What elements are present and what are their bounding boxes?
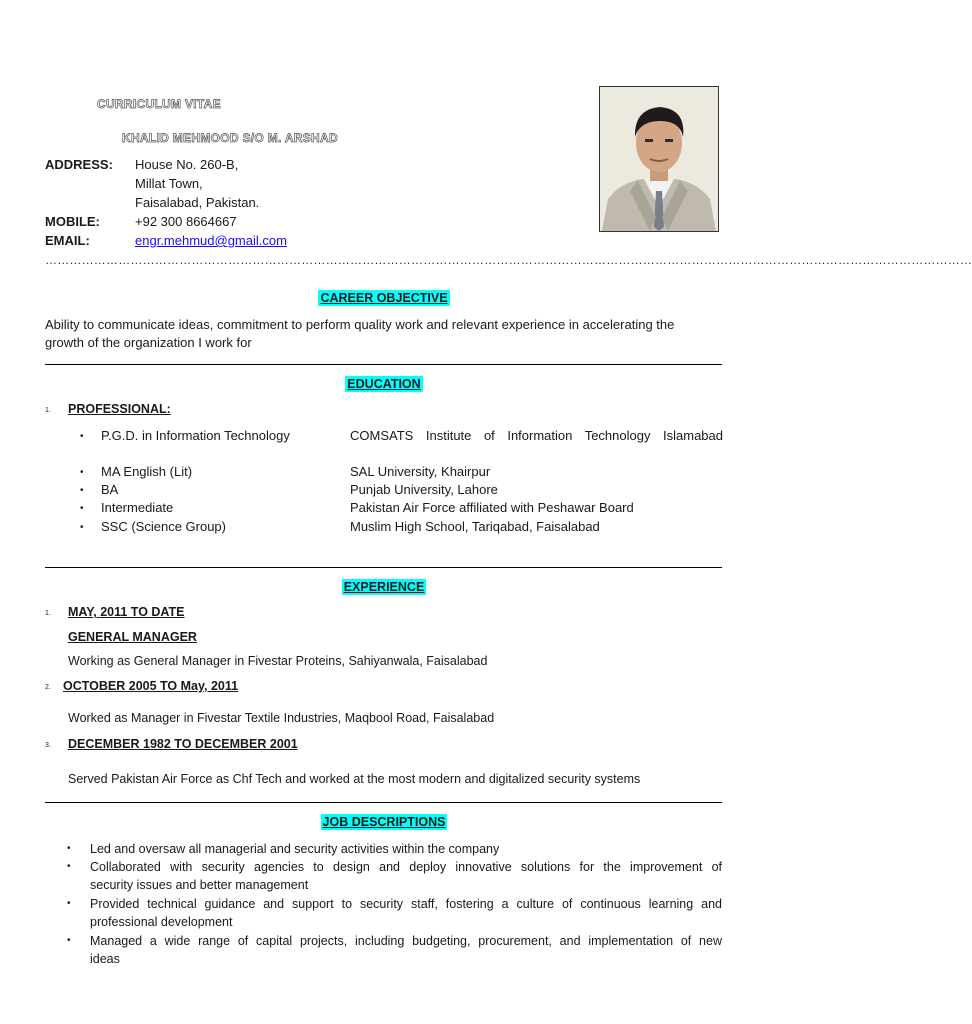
edu-institution-1: COMSATS Institute of Information Technology Islamabad bbox=[350, 428, 723, 443]
career-objective-heading: CAREER OBJECTIVE bbox=[320, 291, 448, 305]
job-description-item-3 bbox=[90, 895, 722, 931]
address-line-3: Faisalabad, Pakistan. bbox=[135, 195, 260, 210]
portrait-image bbox=[600, 87, 718, 231]
experience-period-1: MAY, 2011 TO DATE bbox=[68, 605, 185, 619]
experience-number-1: 1. bbox=[45, 610, 51, 617]
career-objective-line-1: Ability to communicate ideas, commitment to perform quality work and relevant experience in accelerating the bbox=[45, 317, 675, 332]
experience-description-1: Working as General Manager in Fivestar Proteins, Sahiyanwala, Faisalabad bbox=[68, 654, 488, 668]
job-description-line: security issues and better management bbox=[90, 878, 309, 892]
dotted-separator: ………………………………………………………………………………………………………………………………………………………………………………………………………… bbox=[45, 253, 972, 267]
bullet-icon: • bbox=[80, 467, 84, 478]
job-description-line: Provided technical guidance and support to security staff, fostering a culture of continuous learning and bbox=[90, 897, 722, 911]
address-line-2: Millat Town, bbox=[135, 176, 203, 191]
job-description-line: ideas bbox=[90, 952, 120, 966]
bullet-icon: • bbox=[67, 861, 71, 872]
mobile-label: MOBILE: bbox=[45, 214, 100, 229]
bullet-icon: • bbox=[67, 843, 71, 854]
education-heading: EDUCATION bbox=[347, 377, 421, 391]
experience-period-3: DECEMBER 1982 TO DECEMBER 2001 bbox=[68, 737, 298, 751]
job-descriptions-heading: JOB DESCRIPTIONS bbox=[322, 815, 446, 829]
candidate-name: KHALID MEHMOOD S/O M. ARSHAD bbox=[122, 131, 338, 145]
edu-institution-3: Punjab University, Lahore bbox=[350, 482, 498, 497]
job-description-line: Managed a wide range of capital projects, including budgeting, procurement, and implementation of new bbox=[90, 934, 722, 948]
professional-subheading: PROFESSIONAL: bbox=[68, 402, 171, 416]
bullet-icon: • bbox=[80, 503, 84, 514]
job-description-item-4 bbox=[90, 932, 722, 968]
edu-institution-4: Pakistan Air Force affiliated with Peshawar Board bbox=[350, 500, 634, 515]
edu-degree-1: P.G.D. in Information Technology bbox=[101, 428, 290, 443]
bullet-icon: • bbox=[80, 522, 84, 533]
section-divider bbox=[45, 802, 722, 803]
job-description-line: Led and oversaw all managerial and security activities within the company bbox=[90, 842, 500, 856]
experience-number-2: 2. bbox=[45, 684, 51, 691]
career-objective-line-2: growth of the organization I work for bbox=[45, 335, 252, 350]
profile-photo bbox=[599, 86, 719, 232]
experience-period-2: OCTOBER 2005 TO May, 2011 bbox=[63, 679, 239, 693]
mobile-number: +92 300 8664667 bbox=[135, 214, 237, 229]
job-description-line: Collaborated with security agencies to design and deploy innovative solutions for the improvement of bbox=[90, 860, 722, 874]
bullet-icon: • bbox=[67, 898, 71, 909]
address-label: ADDRESS: bbox=[45, 157, 113, 172]
email-link[interactable]: engr.mehmud@gmail.com bbox=[135, 233, 287, 248]
edu-institution-5: Muslim High School, Tariqabad, Faisalabad bbox=[350, 519, 600, 534]
job-description-item-2 bbox=[90, 858, 722, 894]
experience-number-3: 3. bbox=[45, 742, 51, 749]
edu-institution-2: SAL University, Khairpur bbox=[350, 464, 491, 479]
experience-heading: EXPERIENCE bbox=[343, 580, 425, 594]
job-description-line: professional development bbox=[90, 915, 233, 929]
experience-description-2: Worked as Manager in Fivestar Textile Industries, Maqbool Road, Faisalabad bbox=[68, 711, 495, 725]
bullet-icon: • bbox=[80, 485, 84, 496]
address-line-1: House No. 260-B, bbox=[135, 157, 239, 172]
section-divider bbox=[45, 364, 722, 365]
experience-role-1: GENERAL MANAGER bbox=[68, 630, 197, 644]
edu-degree-5: SSC (Science Group) bbox=[101, 519, 226, 534]
bullet-icon: • bbox=[80, 431, 84, 442]
edu-degree-4: Intermediate bbox=[101, 500, 174, 515]
cv-title: CURRICULUM VITAE bbox=[97, 97, 221, 111]
education-number: 1. bbox=[45, 407, 51, 414]
edu-degree-2: MA English (Lit) bbox=[101, 464, 193, 479]
edu-degree-3: BA bbox=[101, 482, 119, 497]
section-divider bbox=[45, 567, 722, 568]
email-label: EMAIL: bbox=[45, 233, 90, 248]
bullet-icon: • bbox=[67, 935, 71, 946]
job-description-item-1 bbox=[90, 840, 722, 858]
experience-description-3: Served Pakistan Air Force as Chf Tech and worked at the most modern and digitalized security systems bbox=[68, 772, 641, 786]
